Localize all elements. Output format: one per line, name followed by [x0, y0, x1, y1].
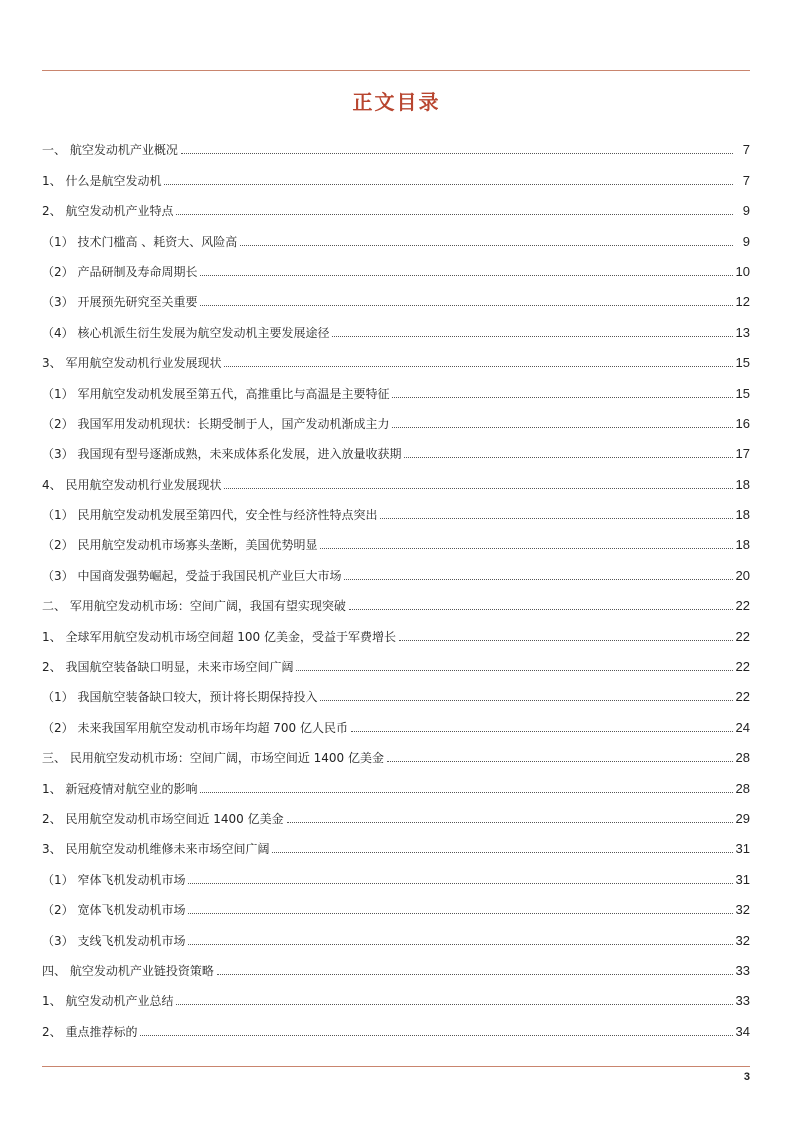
toc-entry-label: （3） 我国现有型号逐渐成熟，未来成体系化发展，进入放量收获期: [42, 447, 402, 462]
toc-entry-page: 15: [735, 355, 750, 371]
toc-dot-leader: [320, 699, 732, 701]
toc-entry-label: 1、 航空发动机产业总结: [42, 994, 174, 1009]
toc-entry-page: 28: [735, 780, 750, 796]
toc-entry-label: （3） 支线飞机发动机市场: [42, 933, 186, 948]
toc-entry[interactable]: [42, 189, 750, 219]
toc-entry[interactable]: [42, 614, 750, 644]
toc-dot-leader: [176, 1003, 732, 1005]
toc-dot-leader: [188, 882, 732, 884]
toc-entry[interactable]: [42, 705, 750, 735]
toc-entry[interactable]: [42, 736, 750, 766]
toc-entry-page: 15: [735, 385, 750, 401]
toc-entry-page: 10: [735, 263, 750, 279]
toc-entry-page: 12: [735, 294, 750, 310]
toc-dot-leader: [380, 517, 732, 519]
toc-entry-page: 16: [735, 415, 750, 431]
toc-entry-label: （2） 宽体飞机发动机市场: [42, 903, 186, 918]
toc-entry[interactable]: [42, 949, 750, 979]
toc-entry-page: 7: [742, 142, 750, 158]
toc-entry-label: （2） 产品研制及寿命周期长: [42, 264, 198, 279]
toc-entry-label: （3） 中国商发强势崛起，受益于我国民机产业巨大市场: [42, 568, 342, 583]
toc-dot-leader: [351, 730, 733, 732]
toc-entry-label: （1） 窄体飞机发动机市场: [42, 872, 186, 887]
toc-dot-leader: [164, 183, 733, 185]
toc-entry-label: （1） 民用航空发动机发展至第四代，安全性与经济性特点突出: [42, 508, 378, 523]
toc-entry-label: （1） 技术门槛高 、耗资大、风险高: [42, 234, 238, 249]
toc-entry-label: （3） 开展预先研究至关重要: [42, 295, 198, 310]
toc-entry-page: 22: [735, 598, 750, 614]
toc-dot-leader: [320, 547, 732, 549]
toc-entry-label: 三、 民用航空发动机市场：空间广阔，市场空间近 1400 亿美金: [42, 751, 384, 766]
toc-entry[interactable]: [42, 797, 750, 827]
toc-dot-leader: [392, 396, 732, 398]
toc-entry-label: 3、 民用航空发动机维修未来市场空间广阔: [42, 842, 270, 857]
toc-dot-leader: [387, 760, 733, 762]
toc-entry-label: 2、 重点推荐标的: [42, 1024, 138, 1039]
toc-entry-page: 22: [735, 659, 750, 675]
toc-entry-page: 34: [735, 1023, 750, 1039]
toc-entry-page: 28: [735, 750, 750, 766]
toc-entry[interactable]: [42, 827, 750, 857]
toc-dot-leader: [344, 578, 732, 580]
toc-entry[interactable]: [42, 918, 750, 948]
toc-entry[interactable]: [42, 888, 750, 918]
toc-dot-leader: [200, 791, 732, 793]
toc-entry[interactable]: [42, 584, 750, 614]
toc-entry-page: 9: [742, 203, 750, 219]
toc-dot-leader: [181, 152, 733, 154]
toc-entry-page: 33: [735, 962, 750, 978]
toc-entry-label: （2） 未来我国军用航空发动机市场年均超 700 亿人民币: [42, 720, 348, 735]
toc-dot-leader: [224, 365, 732, 367]
toc-dot-leader: [176, 213, 733, 215]
toc-entry[interactable]: [42, 341, 750, 371]
toc-dot-leader: [332, 335, 732, 337]
toc-entry-label: 2、 我国航空装备缺口明显，未来市场空间广阔: [42, 660, 294, 675]
toc-entry[interactable]: [42, 310, 750, 340]
toc-entry-page: 24: [735, 719, 750, 735]
toc-dot-leader: [240, 244, 733, 246]
toc-entry[interactable]: [42, 675, 750, 705]
toc-entry-page: 9: [742, 233, 750, 249]
page-number: 3: [743, 1071, 750, 1083]
toc-entry-label: 1、 全球军用航空发动机市场空间超 100 亿美金，受益于军费增长: [42, 629, 396, 644]
toc-entry-label: 一、 航空发动机产业概况: [42, 143, 178, 158]
toc-dot-leader: [272, 851, 732, 853]
toc-entry-page: 13: [735, 324, 750, 340]
toc-entry-label: 1、 什么是航空发动机: [42, 173, 162, 188]
toc-entry[interactable]: [42, 645, 750, 675]
toc-dot-leader: [200, 274, 732, 276]
bottom-divider: [42, 1066, 750, 1067]
toc-entry[interactable]: [42, 979, 750, 1009]
toc-entry-page: 33: [735, 993, 750, 1009]
toc-dot-leader: [188, 912, 732, 914]
toc-entry-label: 2、 航空发动机产业特点: [42, 204, 174, 219]
toc-entry-page: 22: [735, 689, 750, 705]
toc-entry-page: 18: [735, 507, 750, 523]
toc-dot-leader: [399, 639, 733, 641]
toc-dot-leader: [188, 943, 732, 945]
toc-entry-page: 18: [735, 476, 750, 492]
toc-entry-label: （1） 军用航空发动机发展至第五代，高推重比与高温是主要特征: [42, 386, 390, 401]
toc-entry-page: 29: [735, 810, 750, 826]
page-title: 正文目录: [352, 90, 441, 114]
toc-entry-page: 7: [742, 172, 750, 188]
toc-entry-page: 32: [735, 902, 750, 918]
toc-entry-label: 3、 军用航空发动机行业发展现状: [42, 356, 222, 371]
toc-dot-leader: [200, 304, 732, 306]
toc-dot-leader: [224, 487, 732, 489]
toc-entry-label: 四、 航空发动机产业链投资策略: [42, 963, 214, 978]
toc-entry-page: 17: [735, 446, 750, 462]
toc-dot-leader: [392, 426, 732, 428]
toc-entry[interactable]: [42, 493, 750, 523]
toc-entry-label: （2） 我国军用发动机现状：长期受制于人，国产发动机渐成主力: [42, 416, 390, 431]
table-of-contents: [42, 128, 750, 1040]
toc-dot-leader: [217, 973, 733, 975]
toc-entry-page: 32: [735, 932, 750, 948]
toc-entry-page: 20: [735, 567, 750, 583]
toc-entry-label: （4） 核心机派生衍生发展为航空发动机主要发展途径: [42, 325, 330, 340]
toc-entry[interactable]: [42, 432, 750, 462]
toc-entry-label: （2） 民用航空发动机市场寡头垄断，美国优势明显: [42, 538, 318, 553]
toc-entry[interactable]: [42, 402, 750, 432]
toc-dot-leader: [404, 456, 732, 458]
toc-entry[interactable]: [42, 766, 750, 796]
toc-entry-label: 1、 新冠疫情对航空业的影响: [42, 781, 198, 796]
toc-entry[interactable]: [42, 250, 750, 280]
toc-entry[interactable]: [42, 280, 750, 310]
toc-entry-page: 22: [735, 628, 750, 644]
top-divider: [42, 70, 750, 71]
toc-entry-page: 31: [735, 841, 750, 857]
toc-entry[interactable]: [42, 371, 750, 401]
toc-entry[interactable]: [42, 1009, 750, 1039]
toc-entry[interactable]: [42, 462, 750, 492]
toc-entry-label: 二、 军用航空发动机市场：空间广阔，我国有望实现突破: [42, 599, 346, 614]
toc-entry-page: 18: [735, 537, 750, 553]
toc-dot-leader: [287, 821, 733, 823]
toc-entry-label: （1） 我国航空装备缺口较大，预计将长期保持投入: [42, 690, 318, 705]
toc-entry[interactable]: [42, 158, 750, 188]
toc-entry[interactable]: [42, 128, 750, 158]
toc-dot-leader: [296, 669, 732, 671]
toc-entry[interactable]: [42, 219, 750, 249]
toc-entry-label: 4、 民用航空发动机行业发展现状: [42, 477, 222, 492]
toc-entry[interactable]: [42, 553, 750, 583]
toc-entry-page: 31: [735, 871, 750, 887]
toc-entry[interactable]: [42, 857, 750, 887]
toc-dot-leader: [140, 1034, 732, 1036]
toc-dot-leader: [349, 608, 733, 610]
toc-entry-label: 2、 民用航空发动机市场空间近 1400 亿美金: [42, 811, 284, 826]
toc-entry[interactable]: [42, 523, 750, 553]
